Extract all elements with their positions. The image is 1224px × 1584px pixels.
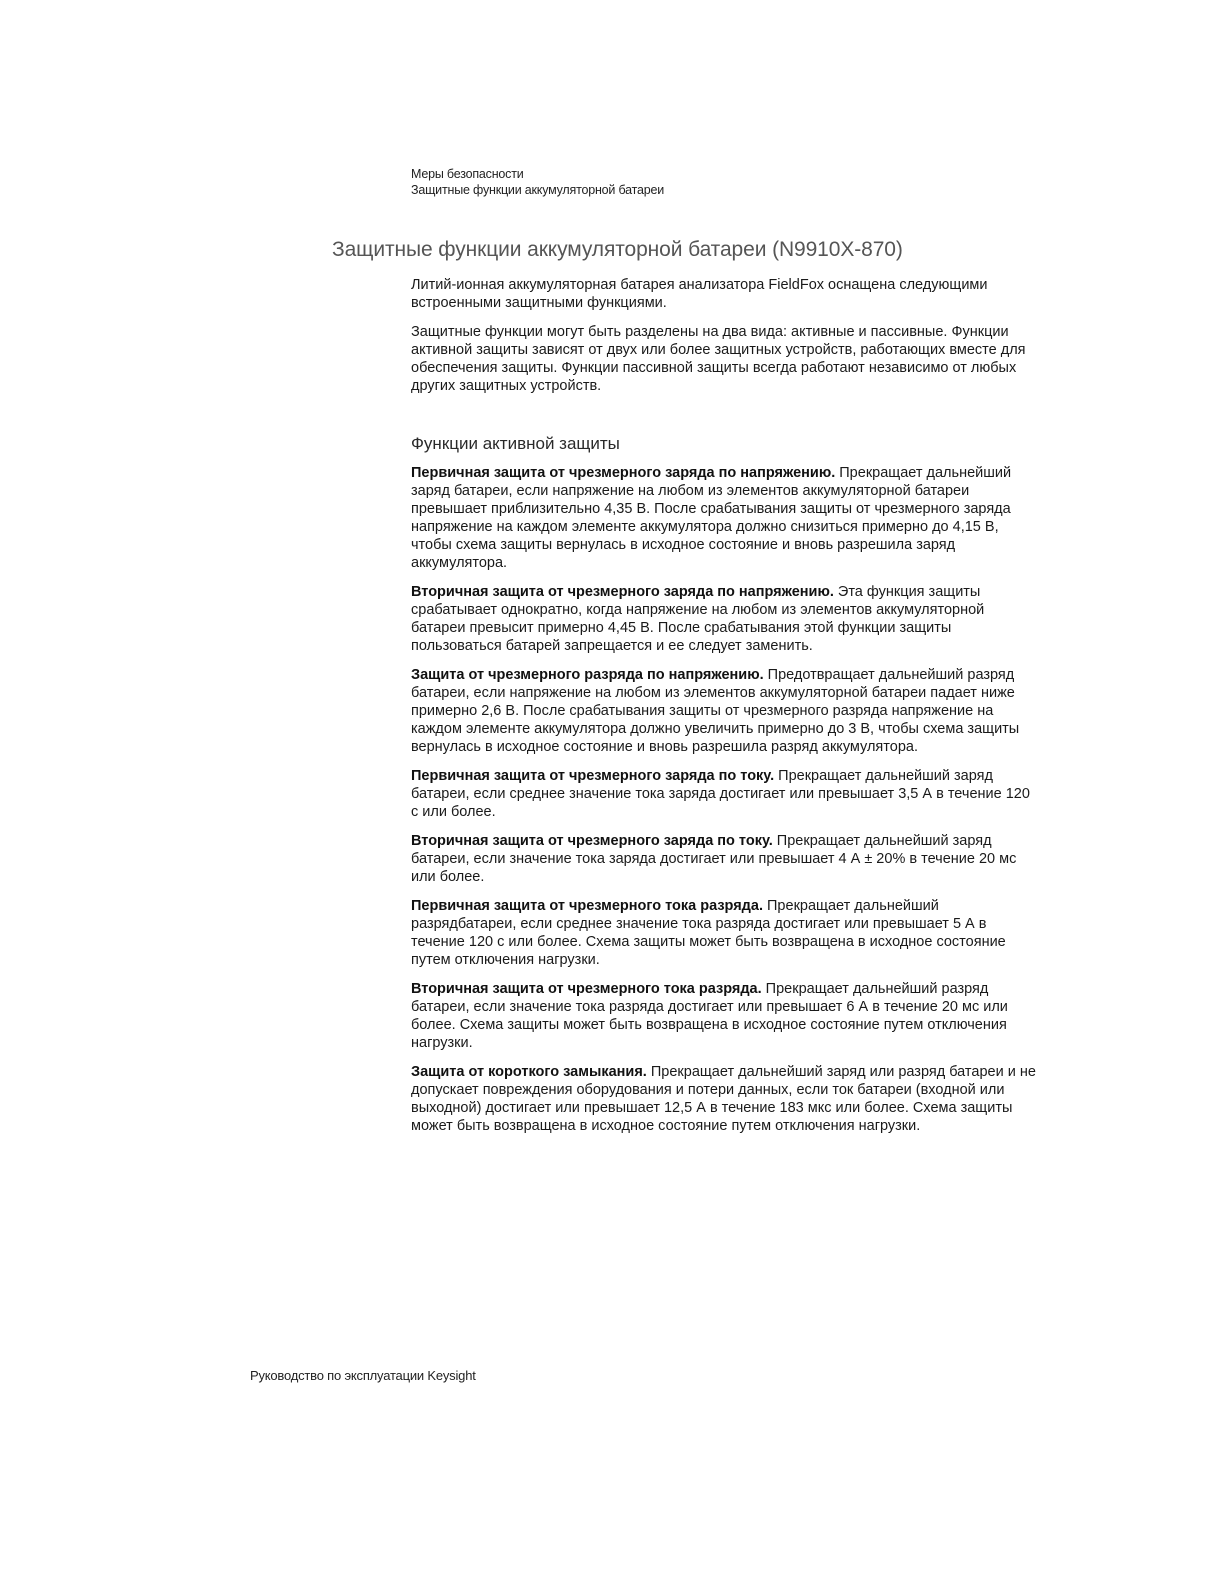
protection-item: [411, 1063, 1041, 1135]
item-title: Первичная защита от чрезмерного тока разряда.: [411, 898, 763, 914]
item-text: Эта функция защиты срабатывает однократно, когда напряжение на любом из элементов аккумуляторной батареи превысит примерно 4,45 В. После срабатывания этой функции защиты пользоваться батарей запрещается и ее следует заменить.: [411, 584, 985, 654]
item-text: Прекращает дальнейший заряд или разряд батареи и не допускает повреждения оборудования и потери данных, если ток батареи (входной или выходной) достигает или превышает 12,5 А в течение 183 мкс или более. Схема защиты может быть возвращена в исходное состояние путем отключения нагрузки.: [411, 1064, 1036, 1134]
item-title: Первичная защита от чрезмерного заряда по напряжению.: [411, 465, 836, 481]
header-section: Защитные функции аккумуляторной батареи: [411, 183, 665, 197]
intro-paragraph: Защитные функции могут быть разделены на два вида: активные и пассивные. Функции активной защиты зависят от двух или более защитных устройств, работающих вместе для обеспечения защиты. Функции пассивной защиты всегда работают независимо от любых других защитных устройств.: [411, 324, 1026, 394]
item-title: Вторичная защита от чрезмерного тока разряда.: [411, 981, 762, 997]
item-title: Вторичная защита от чрезмерного заряда по току.: [411, 833, 773, 849]
running-header: [411, 166, 664, 198]
item-text: Прекращает дальнейший заряд батареи, если напряжение на любом из элементов аккумуляторной батареи превышает приблизительно 4,35 В. После срабатывания защиты от чрезмерного заряда напряжение на каждом элементе аккумулятора должно снизиться примерно до 4,15 В, чтобы схема защиты вернулась в исходное состояние и вновь разрешила заряд аккумулятора.: [411, 465, 1012, 571]
protection-item: [411, 767, 1041, 821]
item-text: Прекращает дальнейший заряд батареи, если среднее значение тока заряда достигает или превышает 3,5 А в течение 120 с или более.: [411, 768, 1030, 820]
item-title: Вторичная защита от чрезмерного заряда по напряжению.: [411, 584, 834, 600]
protection-item: [411, 980, 1041, 1052]
protection-item: [411, 832, 1041, 886]
section-title: Защитные функции аккумуляторной батареи (N9910X-870): [332, 238, 903, 261]
page-footer: Руководство по эксплуатации Keysight: [250, 1368, 476, 1383]
subheading-active-protection: Функции активной защиты: [411, 434, 620, 453]
item-text: Прекращает дальнейший разрядбатареи, если среднее значение тока разряда достигает или превышает 5 А в течение 120 с или более. Схема защиты может быть возвращена в исходное состояние путем отключения нагрузки.: [411, 898, 1006, 968]
protection-item: [411, 666, 1041, 756]
item-text: Прекращает дальнейший разряд батареи, если значение тока разряда достигает или превышает 6 А в течение 20 мс или более. Схема защиты может быть возвращена в исходное состояние путем отключения нагрузки.: [411, 981, 1008, 1051]
protection-item: [411, 464, 1041, 572]
item-title: Защита от короткого замыкания.: [411, 1064, 647, 1080]
item-title: Защита от чрезмерного разряда по напряжению.: [411, 667, 764, 683]
item-text: Прекращает дальнейший заряд батареи, если значение тока заряда достигает или превышает 4 А ± 20% в течение 20 мс или более.: [411, 833, 1017, 885]
intro-paragraph: Литий-ионная аккумуляторная батарея анализатора FieldFox оснащена следующими встроенными защитными функциями.: [411, 277, 988, 311]
body-column: [411, 276, 1041, 1146]
protection-item: [411, 897, 1041, 969]
protection-item: [411, 583, 1041, 655]
header-chapter: Меры безопасности: [411, 167, 524, 181]
item-title: Первичная защита от чрезмерного заряда по току.: [411, 768, 775, 784]
item-text: Предотвращает дальнейший разряд батареи, если напряжение на любом из элементов аккумуляторной батареи падает ниже примерно 2,6 В. После срабатывания защиты от чрезмерного разряда напряжение на каждом элементе аккумулятора должно увеличить примерно до 3 В, чтобы схема защиты вернулась в исходное состояние и вновь разрешила разряд аккумулятора.: [411, 667, 1020, 755]
